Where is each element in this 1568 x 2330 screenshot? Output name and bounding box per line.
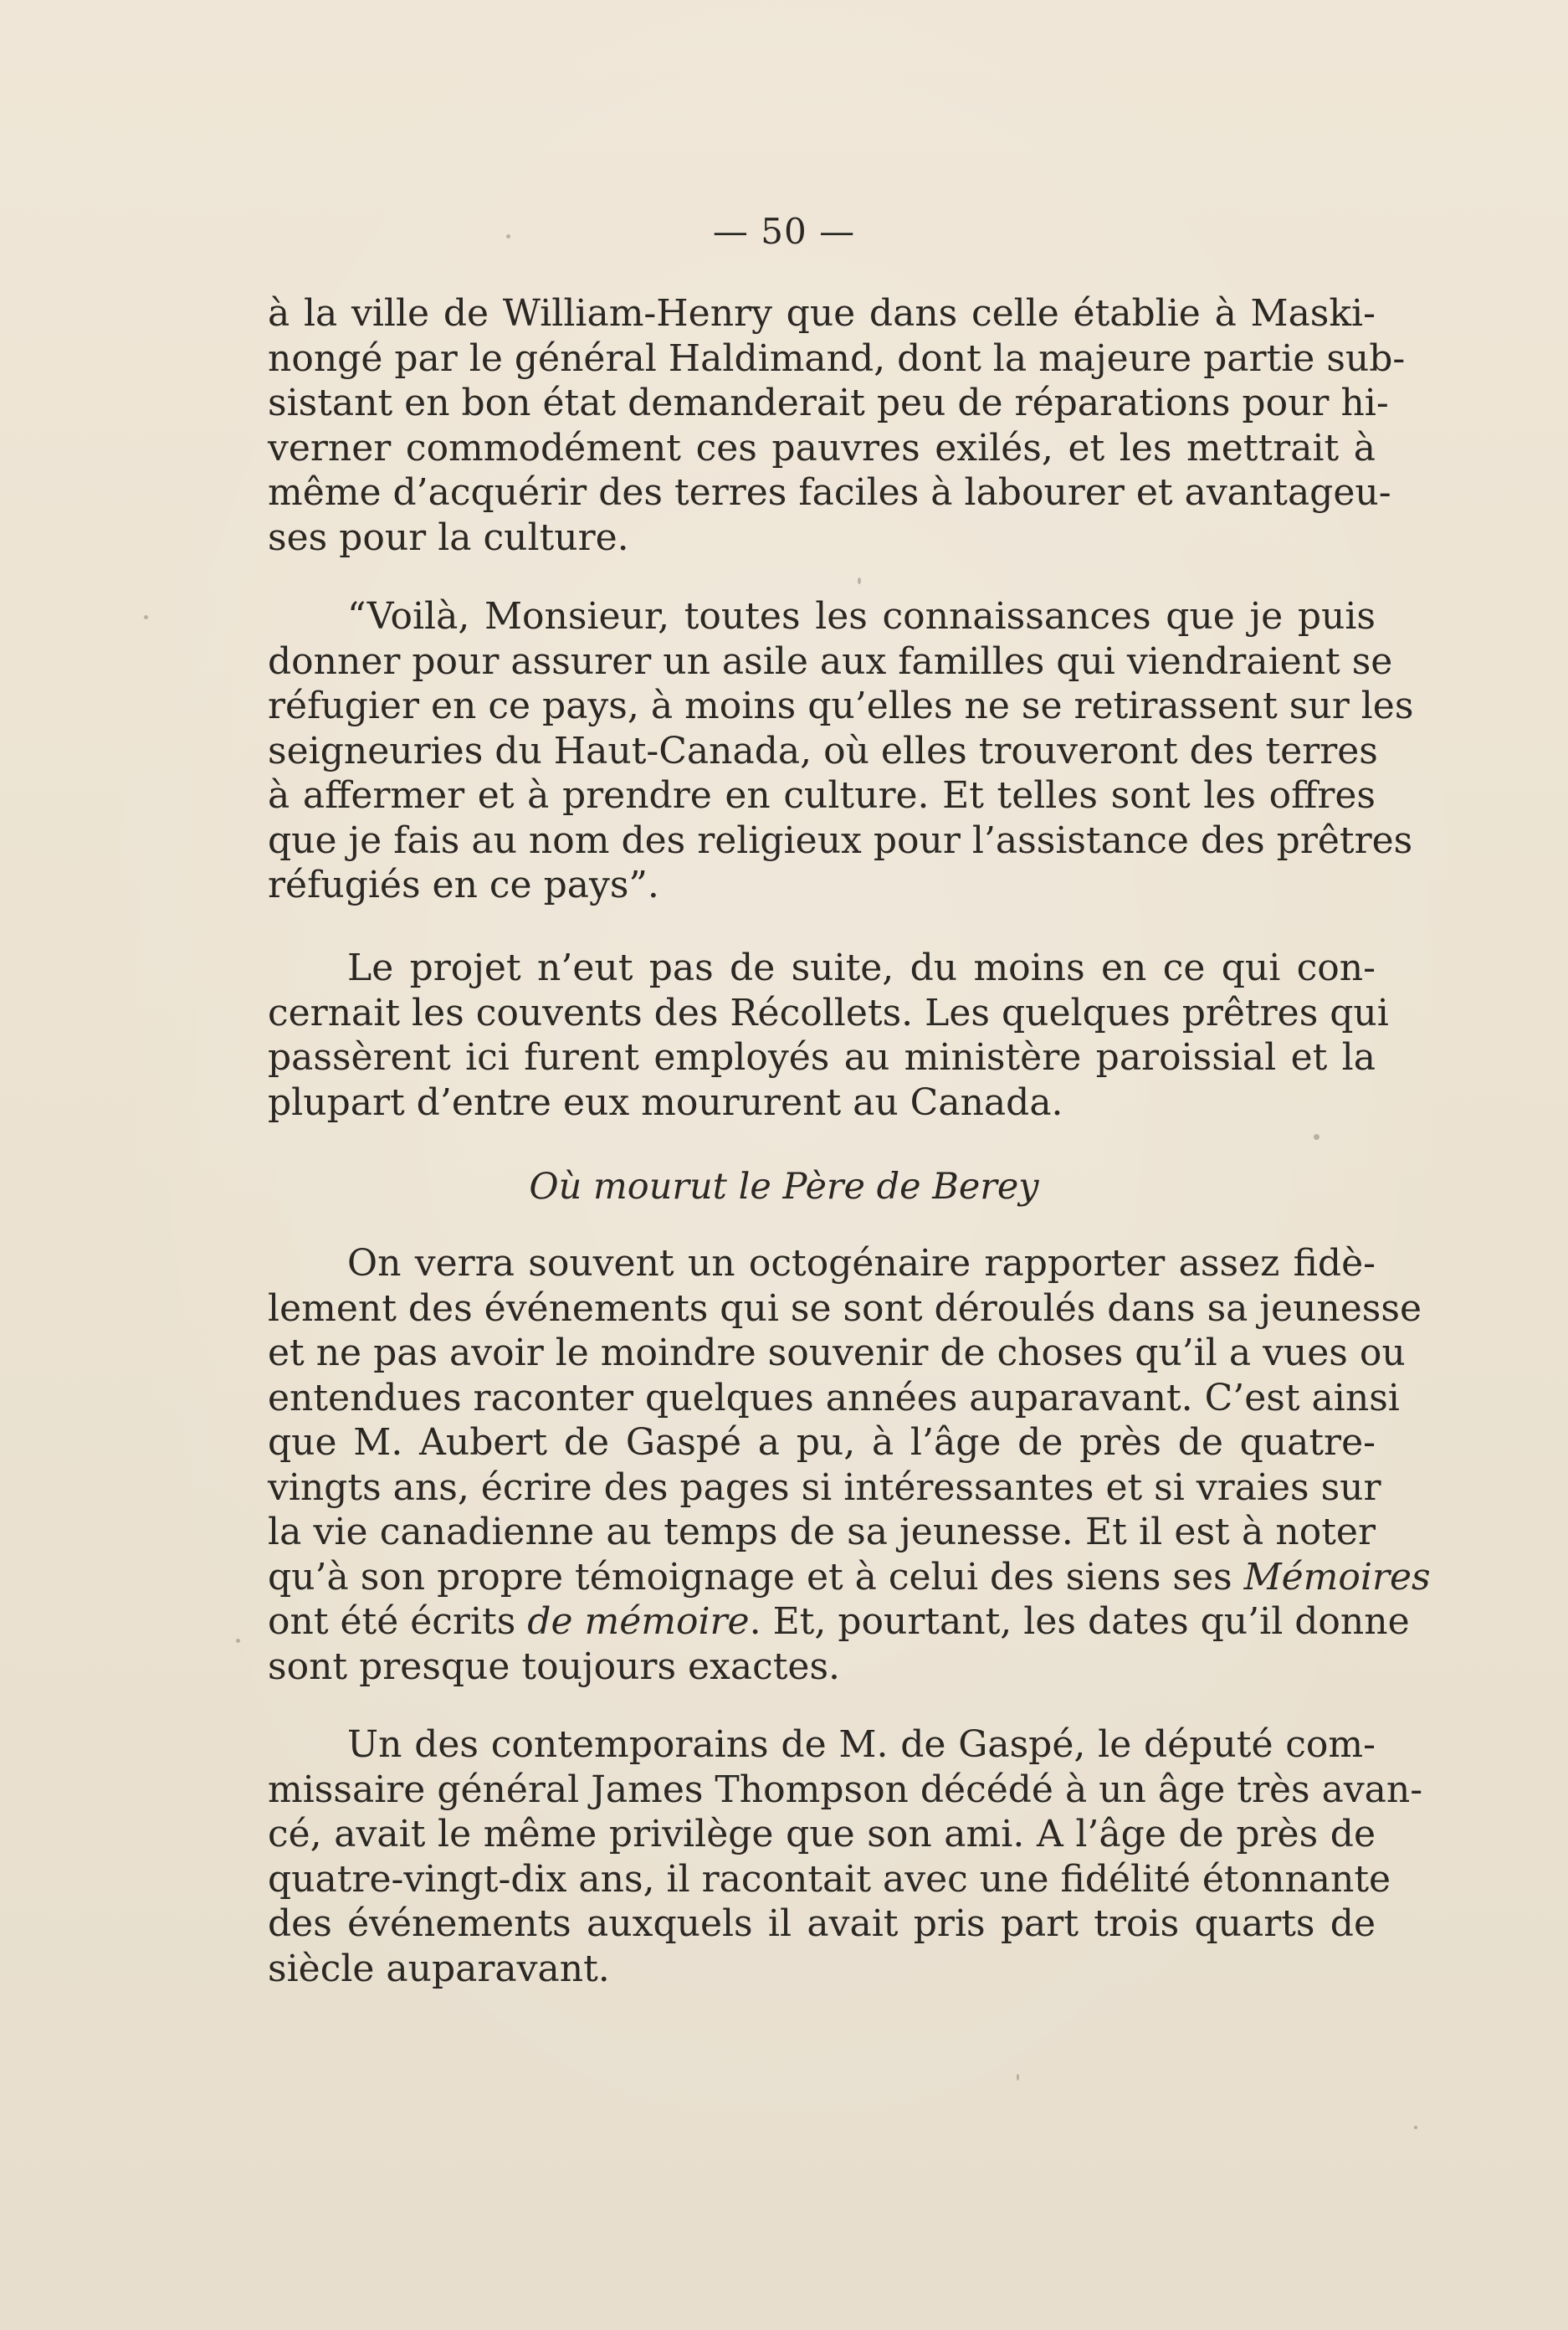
italic-phrase-de-memoire: de mémoire — [527, 1600, 750, 1643]
text-line: nongé par le général Haldimand, dont la majeure partie sub- — [268, 336, 1406, 380]
paper-speck — [1314, 1134, 1319, 1140]
text-line: que je fais au nom des religieux pour l’assistance des prêtres — [268, 819, 1413, 862]
text-line: à la ville de William-Henry que dans celle établie à Maski- — [268, 292, 1376, 335]
text-line: siècle auparavant. — [268, 1947, 610, 1990]
text-line: sont presque toujours exactes. — [268, 1645, 841, 1688]
paper-speck — [1414, 2126, 1417, 2129]
text-line: cernait les couvents des Récollets. Les quelques prêtres qui — [268, 991, 1389, 1034]
paragraph-4 — [268, 1241, 1431, 1689]
paper-speck — [506, 234, 510, 239]
text-line: Le projet n’eut pas de suite, du moins en ce qui con- — [347, 947, 1376, 989]
text-line: vingts ans, écrire des pages si intéressantes et si vraies sur — [268, 1465, 1381, 1509]
text-line: réfugier en ce pays, à moins qu’elles ne se retirassent sur les — [268, 685, 1414, 727]
page-number: — 50 — — [712, 211, 856, 252]
text-line: des événements auxquels il avait pris part trois quarts de — [268, 1902, 1376, 1945]
text-line: réfugiés en ce pays”. — [268, 864, 659, 906]
paper-speck — [236, 1639, 240, 1643]
text-line: sistant en bon état demanderait peu de réparations pour hi- — [268, 382, 1389, 424]
paragraph-1 — [268, 291, 1406, 560]
text-line: quatre-vingt-dix ans, il racontait avec une fidélité étonnante — [268, 1857, 1391, 1901]
paper-speck — [1017, 2074, 1019, 2081]
text-line: que M. Aubert de Gaspé a pu, à l’âge de près de quatre- — [268, 1421, 1376, 1464]
text-line: la vie canadienne au temps de sa jeunesse. Et il est à noter — [268, 1511, 1376, 1553]
text-line: plupart d’entre eux moururent au Canada. — [268, 1080, 1063, 1124]
paper-speck — [858, 577, 861, 584]
text-fragment: . Et, pourtant, les dates qu’il donne — [749, 1600, 1410, 1643]
italic-title-memoires: Mémoires — [1243, 1555, 1431, 1599]
text-line — [268, 1599, 1410, 1645]
text-line — [268, 1555, 1431, 1600]
paragraph-5 — [268, 1722, 1423, 1991]
text-line: même d’acquérir des terres faciles à labourer et avantageu- — [268, 471, 1391, 514]
text-fragment: ont été écrits — [268, 1600, 528, 1643]
text-line: et ne pas avoir le moindre souvenir de choses qu’il a vues ou — [268, 1332, 1406, 1374]
text-line: On verra souvent un octogénaire rapporter assez fidè- — [347, 1242, 1376, 1285]
text-fragment: qu’à son propre témoignage et à celui des siens ses — [268, 1555, 1244, 1599]
text-line: entendues raconter quelques années auparavant. C’est ainsi — [268, 1376, 1400, 1419]
text-line: seigneuries du Haut-Canada, où elles trouveront des terres — [268, 729, 1378, 772]
paper-speck — [144, 615, 148, 619]
text-line: passèrent ici furent employés au ministère paroissial et la — [268, 1036, 1376, 1079]
text-line: à affermer et à prendre en culture. Et telles sont les offres — [268, 774, 1376, 817]
text-line: Un des contemporains de M. de Gaspé, le député com- — [347, 1723, 1376, 1766]
text-line: lement des événements qui se sont déroulés dans sa jeunesse — [268, 1286, 1422, 1330]
text-line: cé, avait le même privilège que son ami. A l’âge de près de — [268, 1813, 1376, 1855]
text-line: “Voilà, Monsieur, toutes les connaissances que je puis — [347, 595, 1376, 638]
paragraph-2 — [268, 594, 1414, 908]
text-line: verner commodément ces pauvres exilés, et les mettrait à — [268, 426, 1376, 470]
paragraph-3 — [268, 946, 1389, 1125]
text-line: missaire général James Thompson décédé à un âge très avan- — [268, 1768, 1423, 1811]
text-line: ses pour la culture. — [268, 516, 629, 559]
text-line: donner pour assurer un asile aux familles qui viendraient se — [268, 639, 1393, 683]
section-heading: Où mourut le Père de Berey — [529, 1166, 1039, 1208]
